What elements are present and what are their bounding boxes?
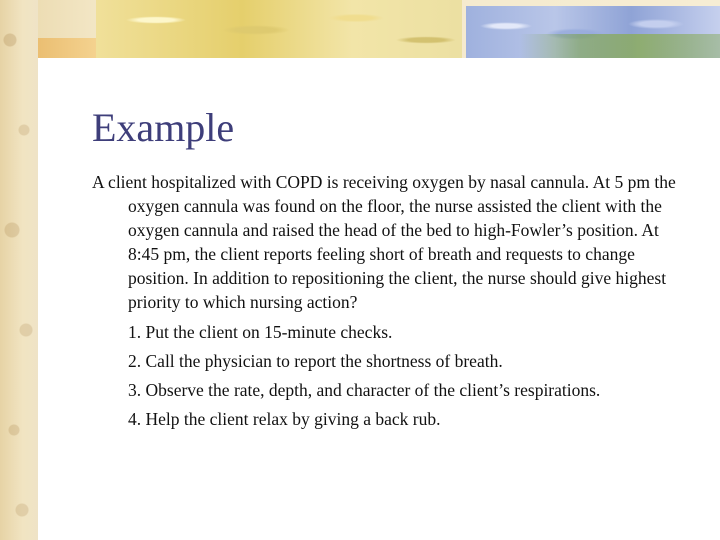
banner-yellow-panel	[96, 0, 462, 58]
answer-option: 1. Put the client on 15-minute checks.	[128, 322, 393, 342]
slide-title: Example	[92, 105, 235, 150]
answer-option: 4. Help the client relax by giving a back rub.	[128, 409, 441, 429]
slide-body	[92, 170, 692, 434]
decorative-banner	[0, 0, 720, 58]
answer-options	[92, 318, 692, 434]
banner-green-frond	[520, 34, 720, 58]
question-text: A client hospitalized with COPD is receiving oxygen by nasal cannula. At 5 pm the oxygen cannula was found on the floor, the nurse assisted the client with the oxygen cannula and raised the head of the bed to high-Fowler’s position. At 8:45 pm, the client reports feeling short of breath and requests to change position. In addition to repositioning the client, the nurse should give highest priority to which nursing action?	[92, 172, 676, 312]
decorative-left-strip	[0, 0, 38, 540]
answer-option: 2. Call the physician to report the shortness of breath.	[128, 351, 503, 371]
answer-option: 3. Observe the rate, depth, and character of the client’s respirations.	[128, 380, 601, 400]
